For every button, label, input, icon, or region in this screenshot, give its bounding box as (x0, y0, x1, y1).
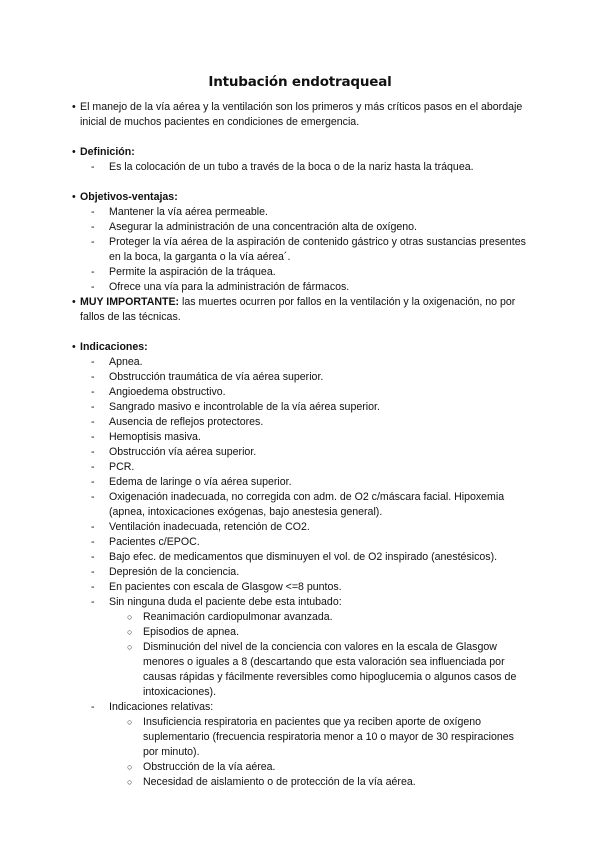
dash-marker: - (91, 476, 95, 488)
sin-duda-text: Disminución del nivel de la conciencia con valores en la escala de Glasgow menores o iguales a 8 (descartando que esta valoración sea influenciada por causas rápidas y fácilmente reversibles como hipoglucemia o algunos casos de intoxicaciones). (143, 641, 517, 698)
list-item (72, 580, 532, 595)
importante-text: las muertes ocurren por fallos en la ventilación y la oxigenación, no por fallos de las técnicas. (80, 296, 516, 323)
bullet-marker: • (72, 296, 76, 308)
dash-marker: - (91, 356, 95, 368)
circle-marker: ○ (127, 642, 133, 652)
sub-list-item (72, 760, 532, 775)
indicacion-text: En pacientes con escala de Glasgow <=8 puntos. (109, 581, 342, 593)
definicion-heading-row (72, 145, 532, 160)
dash-marker: - (91, 521, 95, 533)
list-item (72, 475, 532, 490)
list-item (72, 385, 532, 400)
circle-marker: ○ (127, 612, 133, 622)
indicacion-text: Pacientes c/EPOC. (109, 536, 200, 548)
indicacion-text: Sangrado masivo e incontrolable de la vía aérea superior. (109, 401, 380, 413)
dash-marker: - (91, 596, 95, 608)
list-item (72, 550, 532, 565)
dash-marker: - (91, 416, 95, 428)
list-item (72, 265, 532, 280)
list-item (72, 490, 532, 520)
objetivo-text: Proteger la vía aérea de la aspiración de contenido gástrico y otras sustancias presentes en la boca, la garganta o la vía aérea´. (109, 236, 526, 263)
dash-marker: - (91, 206, 95, 218)
sub-list-item (72, 775, 532, 790)
objetivo-text: Ofrece una vía para la administración de fármacos. (109, 281, 350, 293)
document-body (72, 100, 532, 790)
relativas-label: Indicaciones relativas: (109, 701, 214, 713)
list-item (72, 595, 532, 610)
dash-marker: - (91, 386, 95, 398)
dash-marker: - (91, 461, 95, 473)
list-item (72, 565, 532, 580)
list-item (72, 460, 532, 475)
dash-marker: - (91, 566, 95, 578)
dash-marker: - (91, 701, 95, 713)
dash-marker: - (91, 536, 95, 548)
indicacion-text: Oxigenación inadecuada, no corregida con adm. de O2 c/máscara facial. Hipoxemia (apnea, intoxicaciones exógenas, bajo anestesia general). (109, 491, 505, 518)
indicacion-text: Sin ninguna duda el paciente debe esta intubado: (109, 596, 342, 608)
indicacion-text: Apnea. (109, 356, 143, 368)
indicacion-text: Bajo efec. de medicamentos que disminuyen el vol. de O2 inspirado (anestésicos). (109, 551, 498, 563)
list-item (72, 280, 532, 295)
intro-paragraph (72, 100, 532, 130)
indicacion-text: PCR. (109, 461, 135, 473)
sub-list-item (72, 625, 532, 640)
list-item (72, 235, 532, 265)
list-item (72, 220, 532, 235)
list-item (72, 160, 532, 175)
list-item (72, 445, 532, 460)
dash-marker: - (91, 491, 95, 503)
circle-marker: ○ (127, 777, 133, 787)
definicion-heading: Definición: (80, 146, 135, 158)
bullet-marker: • (72, 101, 76, 113)
list-item (72, 700, 532, 715)
page-title: Intubación endotraqueal (208, 74, 392, 90)
dash-marker: - (91, 431, 95, 443)
list-item (72, 370, 532, 385)
circle-marker: ○ (127, 762, 133, 772)
dash-marker: - (91, 221, 95, 233)
sin-duda-text: Reanimación cardiopulmonar avanzada. (143, 611, 333, 623)
relativa-text: Insuficiencia respiratoria en pacientes que ya reciben aporte de oxígeno suplementario (frecuencia respiratoria menor a 10 o mayor de 30 respiraciones por minuto). (143, 716, 514, 758)
dash-marker: - (91, 401, 95, 413)
list-item (72, 205, 532, 220)
objetivo-text: Permite la aspiración de la tráquea. (109, 266, 276, 278)
indicacion-text: Hemoptisis masiva. (109, 431, 201, 443)
sub-list-item (72, 715, 532, 760)
intro-text: El manejo de la vía aérea y la ventilación son los primeros y más críticos pasos en el abordaje inicial de muchos pacientes en condiciones de emergencia. (80, 101, 523, 128)
indicacion-text: Ventilación inadecuada, retención de CO2. (109, 521, 310, 533)
dash-marker: - (91, 371, 95, 383)
indicacion-text: Depresión de la conciencia. (109, 566, 240, 578)
objetivo-text: Asegurar la administración de una concentración alta de oxígeno. (109, 221, 417, 233)
sub-list-item (72, 640, 532, 700)
list-item (72, 520, 532, 535)
indicacion-text: Edema de laringe o vía aérea superior. (109, 476, 292, 488)
indicacion-text: Obstrucción traumática de vía aérea superior. (109, 371, 324, 383)
list-item (72, 430, 532, 445)
importante-label: MUY IMPORTANTE: (80, 296, 180, 308)
dash-marker: - (91, 236, 95, 248)
bullet-marker: • (72, 146, 76, 158)
list-item (72, 535, 532, 550)
dash-marker: - (91, 266, 95, 278)
indicacion-text: Ausencia de reflejos protectores. (109, 416, 264, 428)
sin-duda-text: Episodios de apnea. (143, 626, 240, 638)
dash-marker: - (91, 581, 95, 593)
sub-list-item (72, 610, 532, 625)
circle-marker: ○ (127, 717, 133, 727)
definicion-text: Es la colocación de un tubo a través de la boca o de la nariz hasta la tráquea. (109, 161, 474, 173)
indicacion-text: Obstrucción vía aérea superior. (109, 446, 257, 458)
list-item (72, 355, 532, 370)
importante-paragraph (72, 295, 532, 325)
bullet-marker: • (72, 191, 76, 203)
circle-marker: ○ (127, 627, 133, 637)
objetivos-heading-row (72, 190, 532, 205)
indicacion-text: Angioedema obstructivo. (109, 386, 226, 398)
indicaciones-heading-row (72, 340, 532, 355)
dash-marker: - (91, 551, 95, 563)
indicaciones-heading: Indicaciones: (80, 341, 148, 353)
list-item (72, 400, 532, 415)
relativa-text: Necesidad de aislamiento o de protección de la vía aérea. (143, 776, 416, 788)
objetivos-heading: Objetivos-ventajas: (80, 191, 178, 203)
dash-marker: - (91, 446, 95, 458)
objetivo-text: Mantener la vía aérea permeable. (109, 206, 268, 218)
list-item (72, 415, 532, 430)
relativa-text: Obstrucción de la vía aérea. (143, 761, 276, 773)
bullet-marker: • (72, 341, 76, 353)
dash-marker: - (91, 281, 95, 293)
dash-marker: - (91, 161, 95, 173)
